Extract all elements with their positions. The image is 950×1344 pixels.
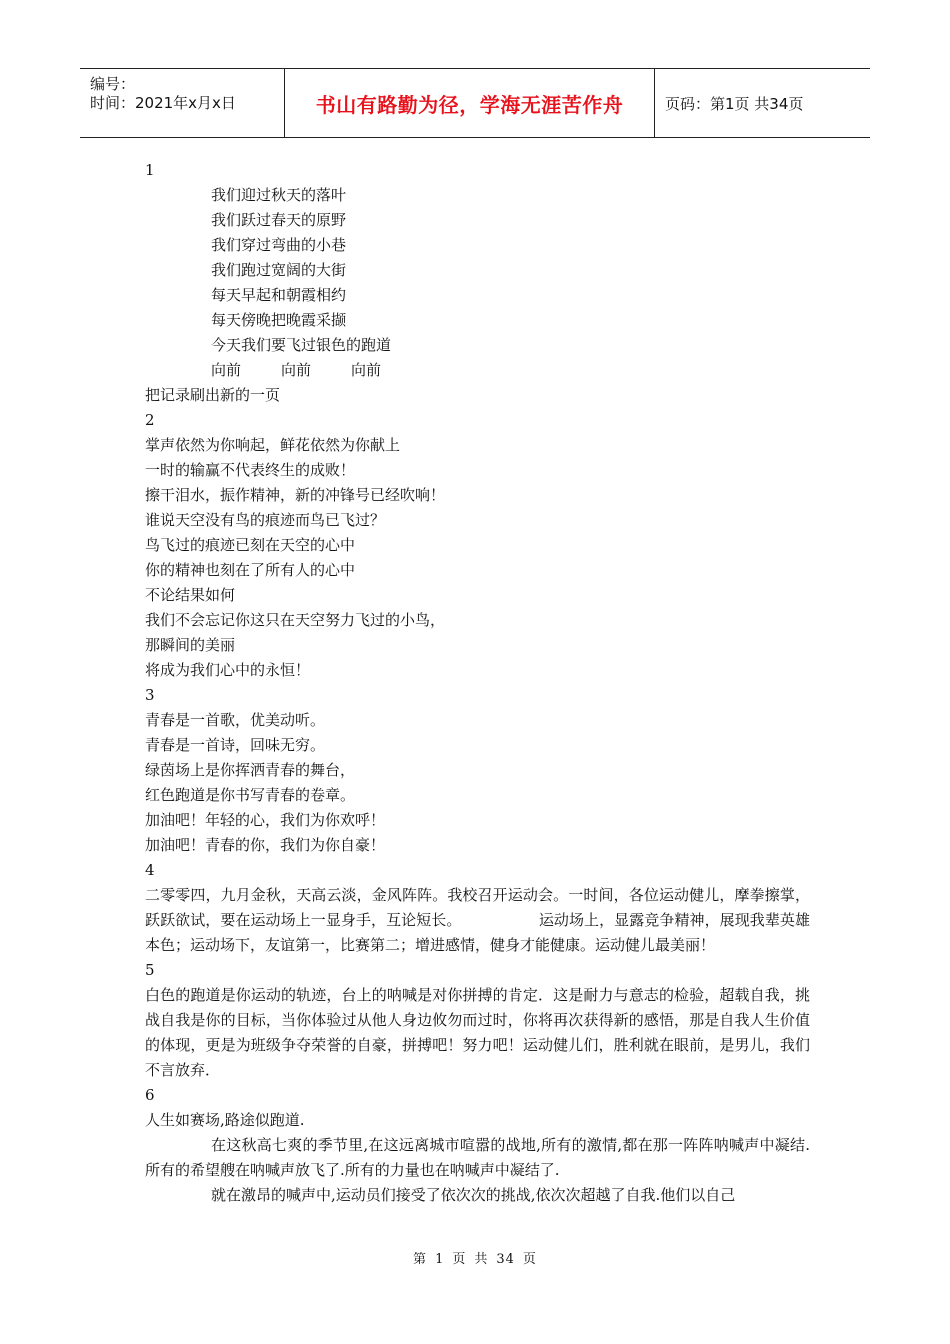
forward-word: 向前 (351, 361, 382, 379)
poem-line: 擦干泪水，振作精神，新的冲锋号已经吹响！ (145, 486, 446, 504)
poem-line: 我们跑过宽阔的大街 (211, 261, 347, 279)
paragraph: 就在激昂的喊声中,运动员们接受了依次次的挑战,依次次超越了自我.他们以自己 (211, 1186, 736, 1204)
section-number: 4 (145, 861, 155, 879)
poem-line: 将成为我们心中的永恒！ (145, 661, 311, 679)
footer-prefix: 第 (413, 1252, 428, 1267)
poem-line: 我们不会忘记你这只在天空努力飞过的小鸟， (145, 611, 446, 629)
paragraph: 在这秋高七爽的季节里,在这远离城市喧嚣的战地,所有的激情,都在那一阵阵呐喊声中凝结.所有的希望艘在呐喊声放飞了.所有的力量也在呐喊声中凝结了. (145, 1136, 810, 1179)
section-number: 5 (145, 961, 155, 979)
poem-line: 每天傍晚把晚霞采撷 (211, 311, 347, 329)
document-body (145, 158, 810, 1208)
poem-line: 每天早起和朝霞相约 (211, 286, 347, 304)
header-meta-cell (80, 69, 284, 137)
poem-line: 红色跑道是你书写青春的卷章。 (145, 786, 356, 804)
header-page-info: 页码：第1页 共34页 (665, 95, 804, 113)
poem-line: 加油吧！年轻的心，我们为你欢呼！ (145, 811, 386, 829)
footer-total-pages: 34 (496, 1252, 515, 1267)
section-number: 6 (145, 1086, 155, 1104)
poem-line: 一时的输赢不代表终生的成败！ (145, 461, 356, 479)
footer-page-word: 页 (452, 1252, 467, 1267)
section-number: 1 (145, 161, 155, 179)
poem-line: 绿茵场上是你挥洒青春的舞台， (145, 761, 356, 779)
poem-line: 青春是一首歌，优美动听。 (145, 711, 326, 729)
header-motto-cell (285, 69, 654, 137)
page-header (80, 68, 870, 138)
header-motto: 书山有路勤为径，学海无涯苦作舟 (315, 92, 624, 117)
paragraph: 白色的跑道是你运动的轨迹，台上的呐喊是对你拼搏的肯定．这是耐力与意志的检验，超载自我，挑战自我是你的目标，当你体验过从他人身边攸勿而过时，你将再次获得新的感悟，那是自我人生价值的体现，更是为班级争夺荣誉的自豪，拼搏吧！努力吧！运动健儿们，胜利就在眼前，是男儿，我们不言放弃． (145, 986, 810, 1079)
poem-line: 那瞬间的美丽 (145, 636, 236, 654)
serial-label: 编号： (90, 75, 136, 93)
poem-forward-line (145, 358, 810, 383)
poem-line: 掌声依然为你响起，鲜花依然为你献上 (145, 436, 401, 454)
poem-line: 我们穿过弯曲的小巷 (211, 236, 347, 254)
poem-line: 你的精神也刻在了所有人的心中 (145, 561, 356, 579)
forward-word: 向前 (281, 361, 312, 379)
poem-line: 加油吧！青春的你，我们为你自豪！ (145, 836, 386, 854)
paragraph: 二零零四，九月金秋，天高云淡，金风阵阵。我校召开运动会。一时间，各位运动健儿，摩拳擦掌，跃跃欲试，要在运动场上一显身手，互论短长。 运动场上，显露竞争精神，展现我辈英雄本色；运动场下，友谊第一，比赛第二；增进感情，健身才能健康。运动健儿最美丽！ (145, 886, 810, 954)
section-number: 2 (145, 411, 155, 429)
poem-line: 谁说天空没有鸟的痕迹而鸟已飞过？ (145, 511, 386, 529)
poem-line: 不论结果如何 (145, 586, 236, 604)
forward-word: 向前 (211, 361, 242, 379)
page-footer (0, 1248, 950, 1267)
footer-suffix: 页 (522, 1252, 537, 1267)
poem-line: 我们跃过春天的原野 (211, 211, 347, 229)
poem-closing-line: 把记录刷出新的一页 (145, 386, 281, 404)
footer-page-number: 1 (435, 1252, 445, 1267)
paragraph-lead: 人生如赛场,路途似跑道. (145, 1111, 305, 1129)
poem-line: 今天我们要飞过银色的跑道 (211, 336, 392, 354)
section-number: 3 (145, 686, 155, 704)
poem-line: 我们迎过秋天的落叶 (211, 186, 347, 204)
poem-line: 青春是一首诗，回味无穷。 (145, 736, 326, 754)
header-page-cell (655, 69, 870, 137)
time-label: 时间：2021年x月x日 (90, 94, 236, 112)
footer-total-word: 共 (474, 1252, 489, 1267)
poem-line: 鸟飞过的痕迹已刻在天空的心中 (145, 536, 356, 554)
